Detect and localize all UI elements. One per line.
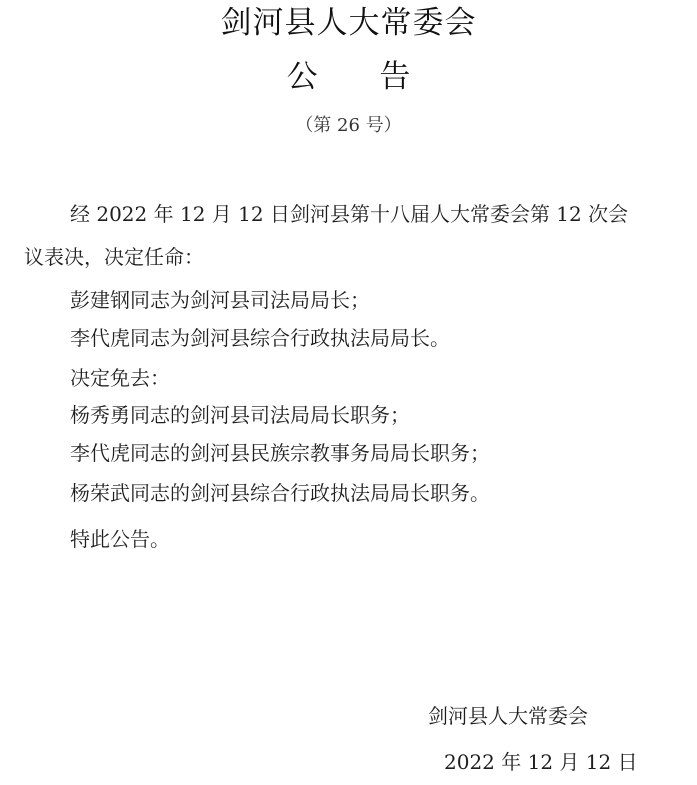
appointment-item: 李代虎同志为剑河县综合行政执法局局长。 xyxy=(70,326,450,350)
document-number: （第 26 号） xyxy=(295,115,402,136)
dismissal-item: 杨秀勇同志的剑河县司法局局长职务； xyxy=(70,403,410,427)
intro-line-2: 议表决，决定任命： xyxy=(24,245,204,269)
document-title: 剑河县人大常委会 xyxy=(220,5,477,41)
document-subtitle: 公 告 xyxy=(286,59,437,95)
signature-organization: 剑河县人大常委会 xyxy=(428,704,588,728)
signature-date: 2022 年 12 月 12 日 xyxy=(444,750,638,774)
intro-line-1: 经 2022 年 12 月 12 日剑河县第十八届人大常委会第 12 次会 xyxy=(70,202,629,226)
dismissal-item: 杨荣武同志的剑河县综合行政执法局局长职务。 xyxy=(70,481,490,505)
dismissal-heading: 决定免去： xyxy=(70,366,170,390)
dismissal-item: 李代虎同志的剑河县民族宗教事务局局长职务； xyxy=(70,441,490,465)
appointment-item: 彭建钢同志为剑河县司法局局长； xyxy=(70,288,370,312)
closing-statement: 特此公告。 xyxy=(70,527,170,551)
